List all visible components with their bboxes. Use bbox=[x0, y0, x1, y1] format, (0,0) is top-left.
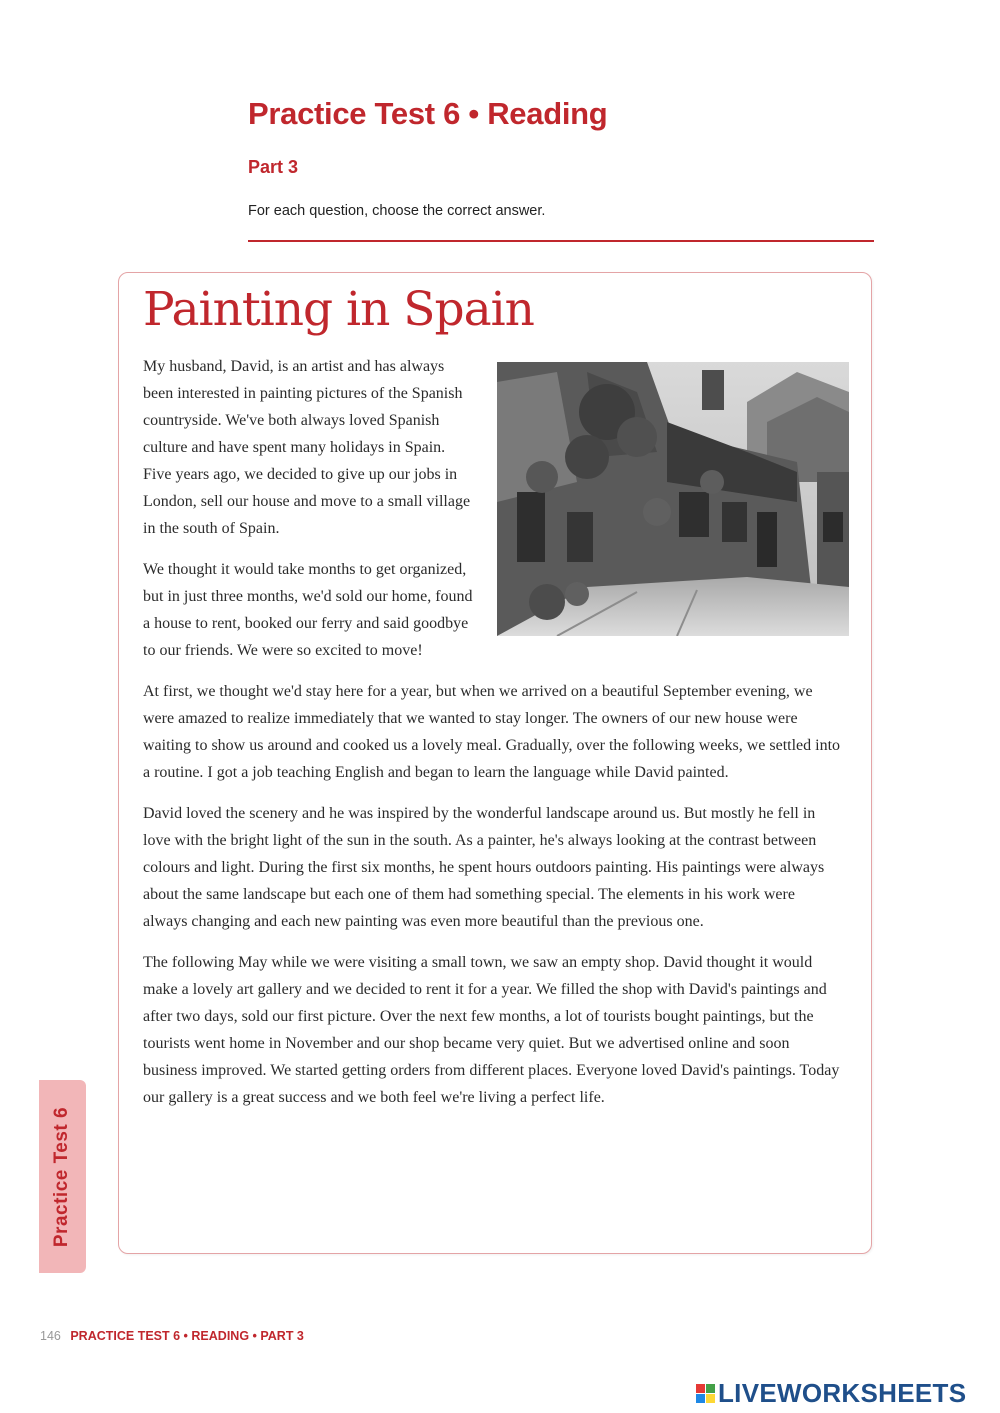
paragraph-text: My husband, David, is an artist and has always been interested in painting pictures of the Spanish countryside. We've both always loved Spanish culture and have spent many holidays in Spain. Five years ago, we decided to give up our jobs in London, sell our house and move to a small village in the south of Spain. bbox=[143, 358, 471, 537]
article-paragraph-5: The following May while we were visiting a small town, we saw an empty shop. David thought it would make a lovely art gallery and we decided to rent it for a year. We filled the shop with David's paintings and after two days, sold our first picture. Over the next few months, a lot of tourists bought paintings, but the tourists went home in November and our shop became very quiet. But we advertised online and soon business improved. We started getting orders from different places. Everyone loved David's paintings. Today our gallery is a great success and we both feel we're living a perfect life. bbox=[143, 954, 840, 1106]
side-tab bbox=[39, 1080, 86, 1273]
instruction-text: For each question, choose the correct answer. bbox=[248, 203, 546, 219]
part-heading: Part 3 bbox=[248, 157, 299, 177]
brand-name: LIVEWORKSHEETS bbox=[718, 1377, 967, 1408]
article-paragraph-4: David loved the scenery and he was inspired by the wonderful landscape around us. But mostly he fell in love with the bright light of the sun in the south. As a painter, he's always looking at the contrast between colours and light. During the first six months, he spent hours outdoors painting. His paintings were always about the same landscape but each one of them had something special. The elements in his work were always changing and each new painting was even more beautiful than the previous one. bbox=[143, 805, 825, 930]
liveworksheets-logo[interactable] bbox=[696, 1378, 966, 1408]
footer-label: PRACTICE TEST 6 • READING • PART 3 bbox=[70, 1329, 304, 1343]
article-paragraph-3: At first, we thought we'd stay here for a year, but when we arrived on a beautiful September evening, we were amazed to realize immediately that we wanted to stay longer. The owners of our new house were waiting to show us around and cooked us a lovely meal. Gradually, over the following weeks, we settled into a routine. I got a job teaching English and began to learn the language while David painted. bbox=[143, 683, 841, 781]
photo-placeholder bbox=[475, 362, 843, 646]
article-paragraph-2: We thought it would take months to get organized, but in just three months, we'd sold our home, found a house to rent, booked our ferry and said goodbye to our friends. We were so excited to move! bbox=[143, 561, 473, 659]
page-title: Practice Test 6 • Reading bbox=[248, 96, 608, 131]
header-divider bbox=[248, 240, 874, 242]
article-paragraph-1 bbox=[143, 353, 843, 542]
article-body bbox=[143, 353, 843, 1125]
page-number: 146 bbox=[40, 1329, 61, 1343]
liveworksheets-icon bbox=[696, 1384, 715, 1403]
side-tab-label: Practice Test 6 bbox=[51, 1106, 73, 1247]
article-title: Painting in Spain bbox=[143, 282, 534, 337]
page-footer bbox=[40, 1329, 304, 1343]
